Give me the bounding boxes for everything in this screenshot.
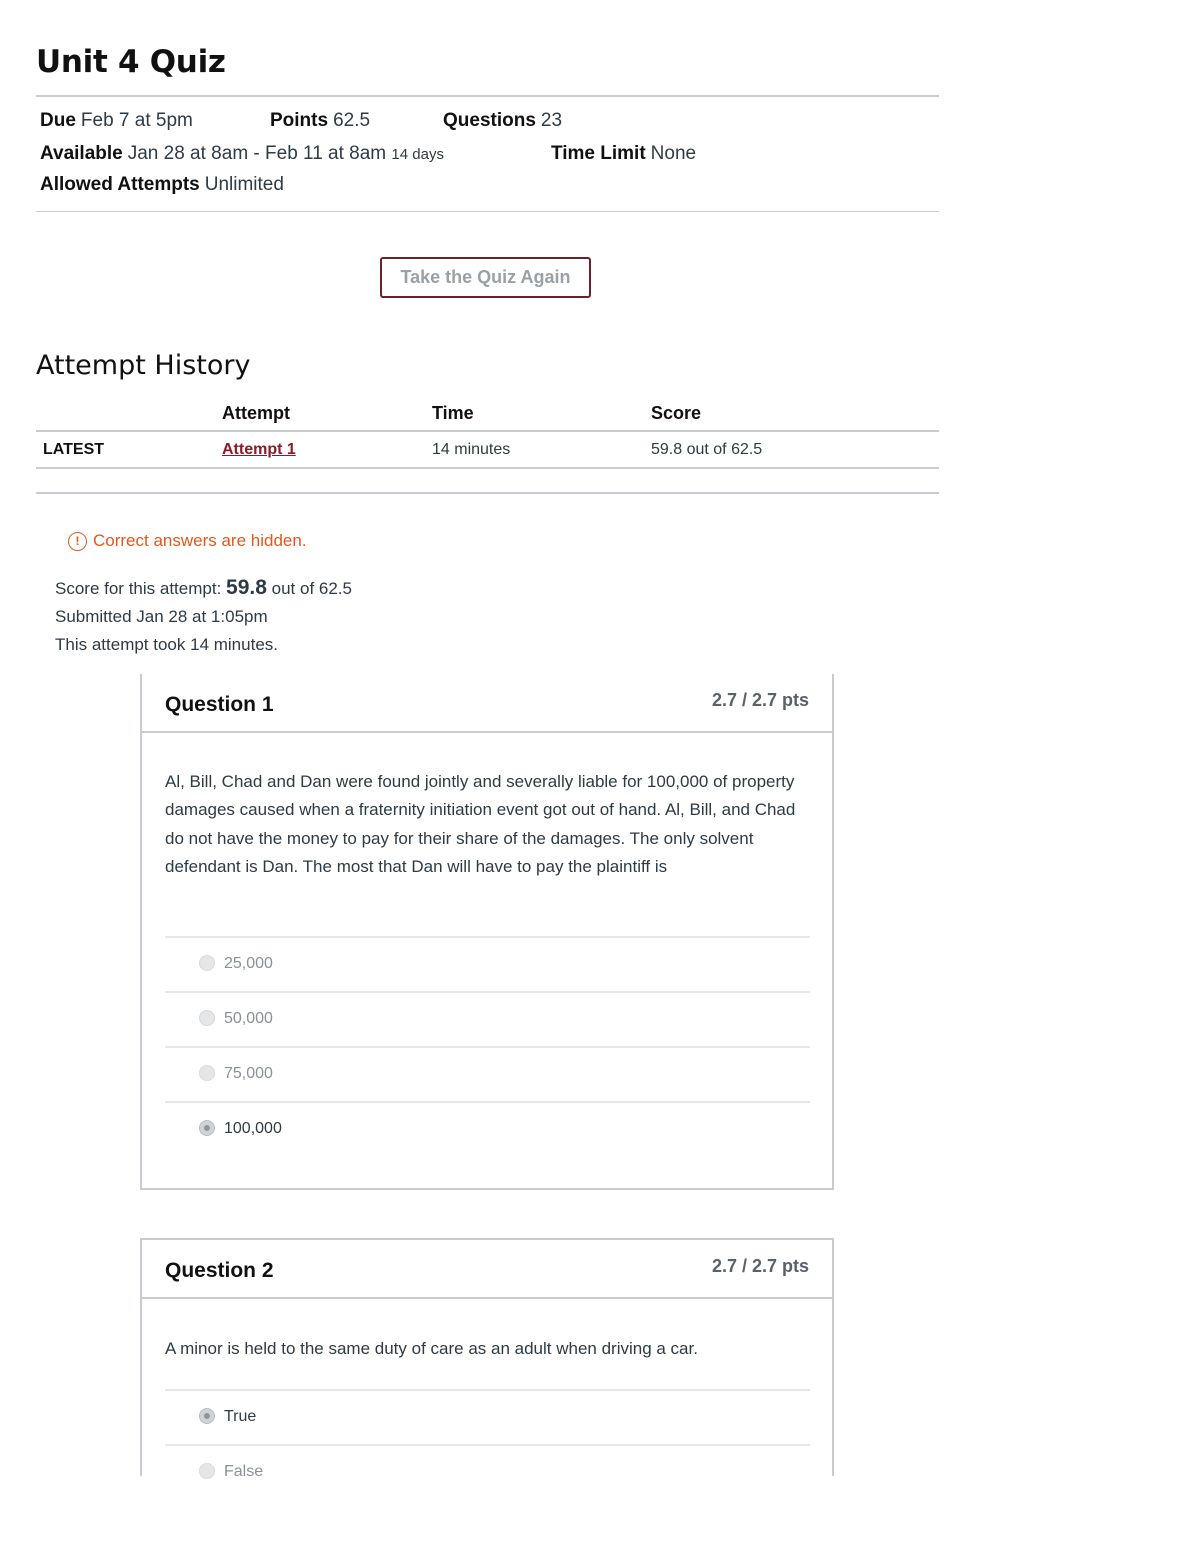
question-text: A minor is held to the same duty of care as an adult when driving a car. (165, 1339, 698, 1358)
question-points: 2.7 / 2.7 pts (711, 1256, 809, 1276)
take-quiz-again-button[interactable]: Take the Quiz Again (380, 257, 591, 298)
answer-option-selected[interactable]: 100,000 (165, 1101, 810, 1156)
page-title: Unit 4 Quiz (36, 44, 226, 80)
answer-list (165, 1389, 810, 1499)
title-divider (36, 95, 939, 97)
question-2-card (140, 1238, 834, 1480)
answer-option[interactable]: False (165, 1444, 810, 1499)
attempt-score-summary: Score for this attempt: 59.8 out of 62.5 (55, 576, 352, 599)
answer-list (165, 936, 810, 1156)
table-header-divider (36, 430, 939, 432)
column-header-score: Score (651, 403, 702, 423)
radio-button[interactable] (199, 1065, 215, 1081)
attempt-duration: This attempt took 14 minutes. (55, 635, 278, 654)
time-limit-info: Time Limit None (551, 143, 697, 164)
attempt-1-link[interactable]: Attempt 1 (222, 441, 296, 458)
radio-button-selected[interactable] (199, 1120, 215, 1136)
question-text: Al, Bill, Chad and Dan were found jointly and severally liable for 100,000 of property damages caused when a fraternity initiation event got out of hand. Al, Bill, and Chad do not have the money to pay for their share of the damages. The only solvent defendant is Dan. The most that Dan will have to pay the plaintiff is (165, 772, 796, 876)
radio-button[interactable] (199, 955, 215, 971)
question-points: 2.7 / 2.7 pts (711, 690, 809, 710)
column-header-time: Time (432, 403, 474, 423)
radio-button[interactable] (199, 1463, 215, 1479)
meta-divider (36, 211, 939, 212)
question-title: Question 1 (165, 693, 274, 716)
radio-button[interactable] (199, 1010, 215, 1026)
questions-info: Questions 23 (443, 110, 563, 131)
question-header (142, 674, 832, 733)
warning-icon: ! (68, 532, 87, 551)
column-header-attempt: Attempt (222, 403, 290, 423)
question-title: Question 2 (165, 1259, 274, 1282)
latest-tag: LATEST (43, 441, 105, 458)
question-header (142, 1240, 832, 1299)
attempt-submitted-time: Submitted Jan 28 at 1:05pm (55, 607, 268, 626)
available-info: Available Jan 28 at 8am - Feb 11 at 8am 14 days (40, 143, 444, 164)
attempt-score: 59.8 out of 62.5 (651, 441, 763, 458)
answer-option[interactable]: 75,000 (165, 1046, 810, 1101)
answer-option[interactable]: 50,000 (165, 991, 810, 1046)
table-bottom-divider (36, 492, 939, 494)
allowed-attempts-info: Allowed Attempts Unlimited (40, 174, 284, 195)
points-info: Points 62.5 (270, 110, 371, 131)
table-row-divider (36, 467, 939, 469)
attempt-history-heading: Attempt History (36, 350, 251, 381)
attempt-time: 14 minutes (432, 441, 511, 458)
question-1-card (140, 674, 834, 1190)
answer-option[interactable]: 25,000 (165, 936, 810, 991)
answers-hidden-notice: ! Correct answers are hidden. (68, 531, 307, 551)
radio-button-selected[interactable] (199, 1408, 215, 1424)
answer-option-selected[interactable]: True (165, 1389, 810, 1444)
due-info: Due Feb 7 at 5pm (40, 110, 193, 131)
